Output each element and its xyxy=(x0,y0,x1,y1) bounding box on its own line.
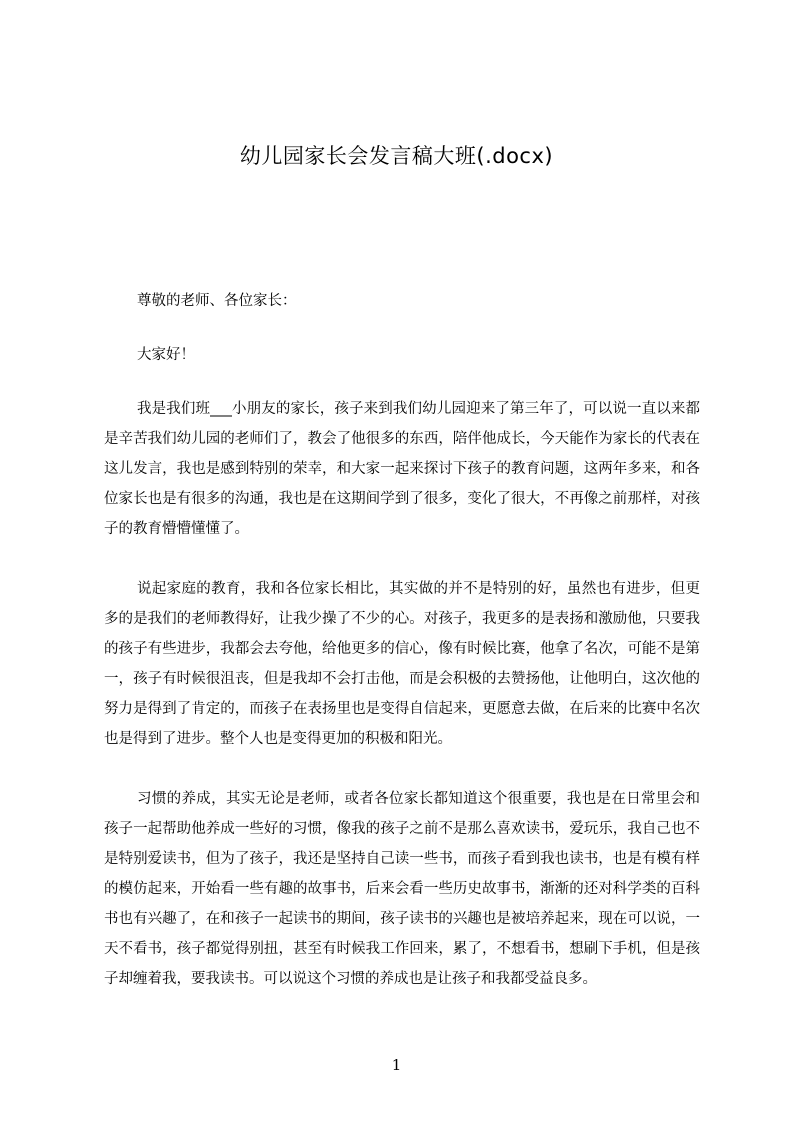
body-paragraph-habits: 习惯的养成，其实无论是老师，或者各位家长都知道这个很重要，我也是在日常里会和孩子一起帮助他养成一些好的习惯，像我的孩子之前不是那么喜欢读书，爱玩乐，我自己也不是特别爱读书，但为了孩子，我还是坚持自己读一些书，而孩子看到我也读书，也是有模有样的模仿起来，开始看一些有趣的故事书，后来会看一些历史故事书，渐渐的还对科学类的百科书也有兴趣了，在和孩子一起读书的期间，孩子读书的兴趣也是被培养起来，现在可以说，一天不看书，孩子都觉得别扭，甚至有时候我工作回来，累了，不想看书，想刷下手机，但是孩子却缠着我，要我读书。可以说这个习惯的养成也是让孩子和我都受益良多。 xyxy=(104,791,700,987)
document-title: 幼儿园家长会发言稿大班(.docx) xyxy=(239,144,554,168)
page-number: 1 xyxy=(391,1056,402,1074)
document-body xyxy=(104,286,700,1024)
salutation-paragraph: 尊敬的老师、各位家长： xyxy=(137,293,297,309)
body-paragraph-family-education: 说起家庭的教育，我和各位家长相比，其实做的并不是特别的好，虽然也有进步，但更多的是我们的老师教得好，让我少操了不少的心。对孩子，我更多的是表扬和激励他，只要我的孩子有些进步，我都会去夸他，给他更多的信心，像有时候比赛，他拿了名次，可能不是第一，孩子有时候很沮丧，但是我却不会打击他，而是会积极的去赞扬他，让他明白，这次他的努力是得到了肯定的，而孩子在表扬里也是变得自信起来，更愿意去做，在后来的比赛中名次也是得到了进步。整个人也是变得更加的积极和阳光。 xyxy=(104,581,700,747)
body-paragraph-introduction: 我是我们班___小朋友的家长，孩子来到我们幼儿园迎来了第三年了，可以说一直以来都是辛苦我们幼儿园的老师们了，教会了他很多的东西，陪伴他成长，今天能作为家长的代表在这儿发言，我也是感到特别的荣幸，和大家一起来探讨下孩子的教育问题，这两年多来，和各位家长也是有很多的沟通，我也是在这期间学到了很多，变化了很大，不再像之前那样，对孩子的教育懵懵懂懂了。 xyxy=(104,401,700,537)
greeting-paragraph: 大家好！ xyxy=(137,347,195,363)
